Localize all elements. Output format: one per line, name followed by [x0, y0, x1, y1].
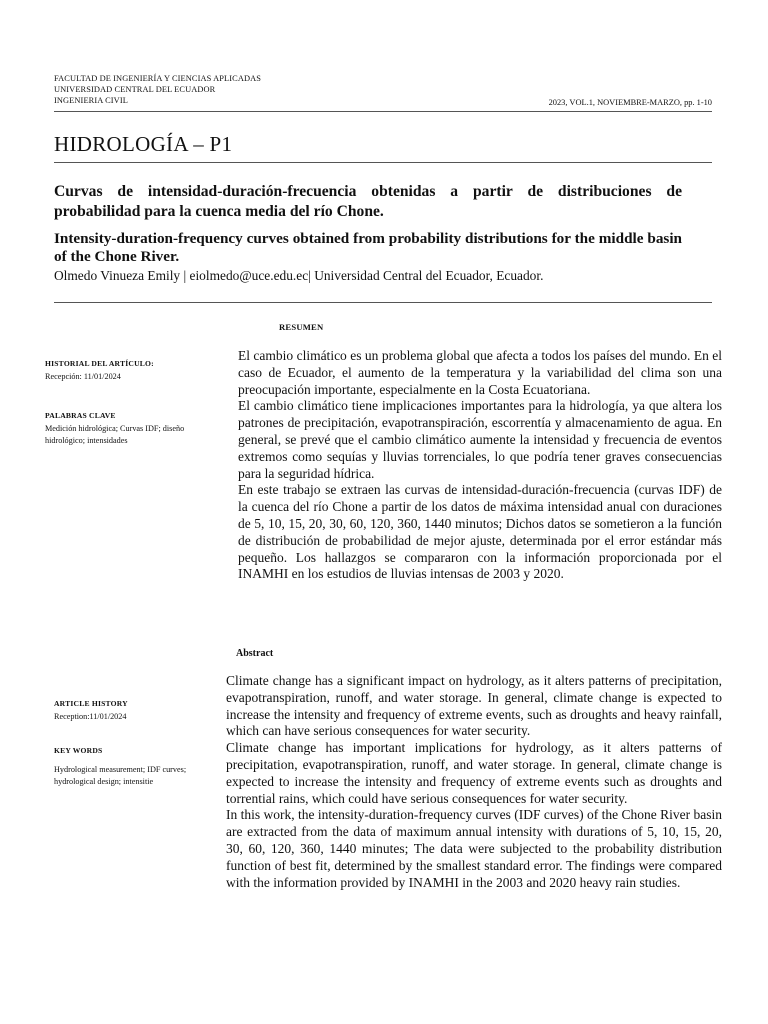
keywords-label-en: KEY WORDS [54, 746, 103, 755]
resumen-paragraph: En este trabajo se extraen las curvas de intensidad-duración-frecuencia (curvas IDF) de la cuenca del río Chone a partir de los datos de máxima intensidad anual con duraciones de 5, 10, 15, 20, 30, 60, 120, 360, 1440 minutos; Dichos datos se sometieron a la función de distribución de probabilidad de mejor ajuste, determinada por el error estándar más pequeño. Los hallazgos se compararon con la información proporcionada por el INAMHI en los estudios de lluvias intensas de 2003 y 2020. [238, 482, 722, 582]
paper-title-spanish: Curvas de intensidad-duración-frecuencia obtenidas a partir de distribuciones de probabilidad para la cuenca media del río Chone. [54, 183, 682, 220]
resumen-heading: RESUMEN [279, 322, 324, 332]
abstract-paragraph: Climate change has important implications for hydrology, as it alters patterns of precipitation, evapotranspiration, runoff, and water storage. In general, climate change is expected to increase the intensity and frequency of extreme events such as droughts and torrential rains, which could have serious consequences for water security. [226, 740, 722, 806]
abstract-heading: Abstract [236, 648, 274, 659]
keywords-en [54, 745, 226, 789]
keywords-es [45, 410, 225, 448]
resumen-paragraph: El cambio climático tiene implicaciones importantes para la hidrología, ya que altera los patrones de precipitación, evapotranspiración, escorrentía y almacenamiento de agua. En general, se prevé que el cambio climático aumente la intensidad y frecuencia de eventos extremos como sequías y lluvias torrenciales, lo que podría tener graves consecuencias para la seguridad hídrica. [238, 398, 722, 481]
university-name: UNIVERSIDAD CENTRAL DEL ECUADOR [54, 85, 216, 94]
article-history-es [45, 358, 225, 383]
program-name: INGENIERIA CIVIL [54, 96, 128, 105]
authors-divider [54, 302, 712, 303]
title-divider [54, 162, 712, 163]
keywords-label-es: PALABRAS CLAVE [45, 411, 116, 420]
citation-info: 2023, VOL.1, NOVIEMBRE-MARZO, pp. 1-10 [548, 98, 712, 107]
abstract-paragraph: In this work, the intensity-duration-frequency curves (IDF curves) of the Chone River basin are extracted from the data of maximum annual intensity with durations of 5, 10, 15, 20, 30, 60, 120, 360, 1440 minutes; The data were subjected to the probability distribution function of best fit, determined by the smallest standard error. The findings were compared with the information provided by INAMHI in the 2003 and 2020 heavy rain studies. [226, 807, 722, 890]
resumen-body [238, 348, 722, 583]
keywords-value-es: Medición hidrológica; Curvas IDF; diseño hidrológico; intensidades [45, 423, 185, 445]
history-label-es: HISTORIAL DEL ARTÍCULO: [45, 359, 154, 368]
history-label-en: ARTICLE HISTORY [54, 699, 128, 708]
journal-header [54, 73, 374, 106]
resumen-paragraph: El cambio climático es un problema global que afecta a todos los países del mundo. En el caso de Ecuador, el aumento de la temperatura y la variabilidad del clima son una preocupación importante, especialmente en la Costa Ecuatoriana. [238, 348, 722, 397]
history-value-es: Recepción: 11/01/2024 [45, 371, 121, 381]
history-value-en: Reception:11/01/2024 [54, 711, 127, 721]
section-title: HIDROLOGÍA – P1 [54, 132, 233, 156]
author-affiliation: Olmedo Vinueza Emily | eiolmedo@uce.edu.ec| Universidad Central del Ecuador, Ecuador. [54, 268, 544, 283]
faculty-name: FACULTAD DE INGENIERÍA Y CIENCIAS APLICADAS [54, 74, 262, 83]
keywords-value-en: Hydrological measurement; IDF curves; hydrological design; intensitie [54, 764, 187, 786]
article-history-en [54, 698, 226, 723]
abstract-body [226, 673, 722, 891]
paper-title-english: Intensity-duration-frequency curves obtained from probability distributions for the middle basin of the Chone River. [54, 230, 682, 265]
header-divider [54, 111, 712, 112]
abstract-paragraph: Climate change has a significant impact on hydrology, as it alters patterns of precipitation, evapotranspiration, runoff, and water storage. In general, climate change is expected to increase the intensity and frequency of extreme events, such as droughts and heavy rainfall, which can have serious consequences for water security. [226, 673, 722, 739]
